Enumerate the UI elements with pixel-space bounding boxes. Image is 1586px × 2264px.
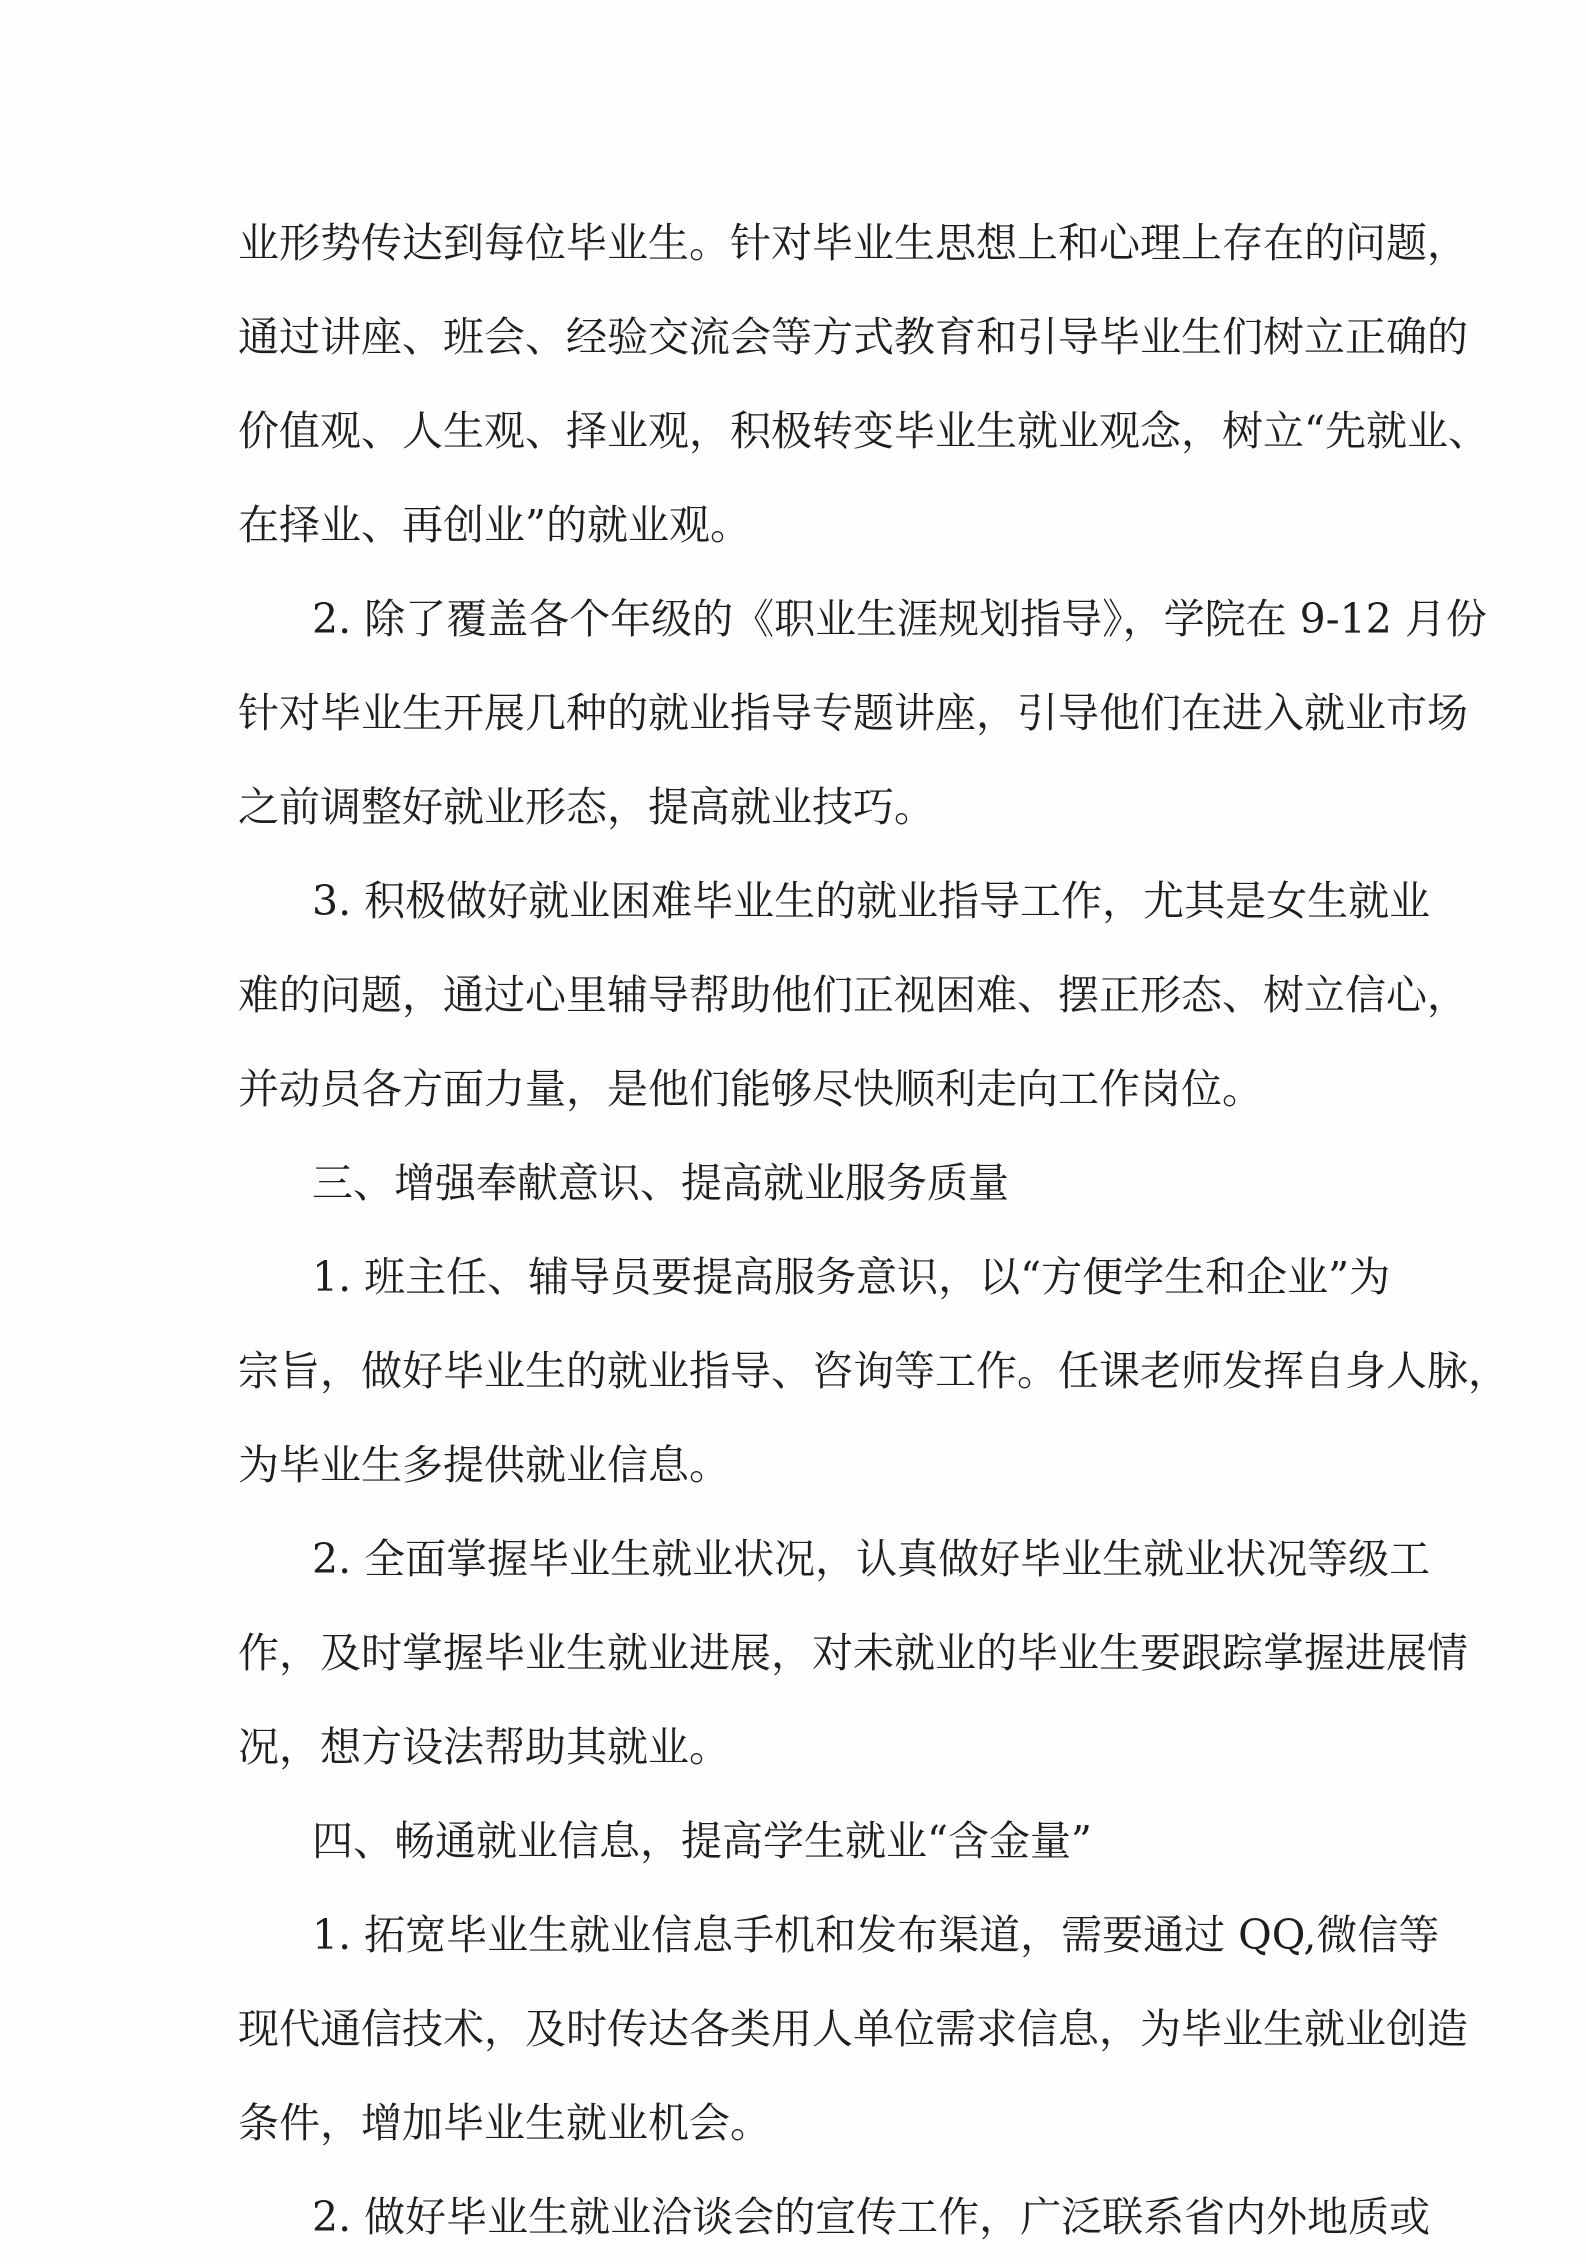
text-line: 现代通信技术，及时传达各类用人单位需求信息，为毕业生就业创造 <box>238 2005 1468 2053</box>
text-line: 为毕业生多提供就业信息。 <box>238 1441 730 1489</box>
text-line: 通过讲座、班会、经验交流会等方式教育和引导毕业生们树立正确的 <box>238 313 1468 361</box>
section-heading: 四、畅通就业信息，提高学生就业“含金量” <box>312 1817 1092 1865</box>
text-line: 业形势传达到每位毕业生。针对毕业生思想上和心理上存在的问题， <box>238 219 1468 267</box>
text-line: 在择业、再创业”的就业观。 <box>238 501 751 549</box>
paragraph-start-line: 2. 做好毕业生就业洽谈会的宣传工作，广泛联系省内外地质或 <box>312 2193 1431 2241</box>
text-line: 价值观、人生观、择业观，积极转变毕业生就业观念，树立“先就业、 <box>238 407 1489 455</box>
paragraph-start-line: 2. 全面掌握毕业生就业状况，认真做好毕业生就业状况等级工 <box>312 1535 1431 1583</box>
text-line: 并动员各方面力量，是他们能够尽快顺利走向工作岗位。 <box>238 1065 1263 1113</box>
text-line: 作，及时掌握毕业生就业进展，对未就业的毕业生要跟踪掌握进展情 <box>238 1629 1468 1677</box>
section-heading: 三、增强奉献意识、提高就业服务质量 <box>312 1159 1009 1207</box>
text-line: 难的问题，通过心里辅导帮助他们正视困难、摆正形态、树立信心， <box>238 971 1468 1019</box>
paragraph-start-line: 2. 除了覆盖各个年级的《职业生涯规划指导》，学院在 9-12 月份 <box>312 595 1487 643</box>
text-line: 况，想方设法帮助其就业。 <box>238 1723 730 1771</box>
paragraph-start-line: 3. 积极做好就业困难毕业生的就业指导工作，尤其是女生就业 <box>312 877 1431 925</box>
document-body <box>238 196 1509 2264</box>
text-line: 之前调整好就业形态，提高就业技巧。 <box>238 783 935 831</box>
paragraph-start-line: 1. 拓宽毕业生就业信息手机和发布渠道，需要通过 QQ,微信等 <box>312 1911 1440 1959</box>
paragraph-start-line: 1. 班主任、辅导员要提高服务意识，以“方便学生和企业”为 <box>312 1253 1391 1301</box>
text-line: 针对毕业生开展几种的就业指导专题讲座，引导他们在进入就业市场 <box>238 689 1468 737</box>
text-line: 宗旨，做好毕业生的就业指导、咨询等工作。任课老师发挥自身人脉， <box>238 1347 1509 1395</box>
text-line: 条件，增加毕业生就业机会。 <box>238 2099 771 2147</box>
